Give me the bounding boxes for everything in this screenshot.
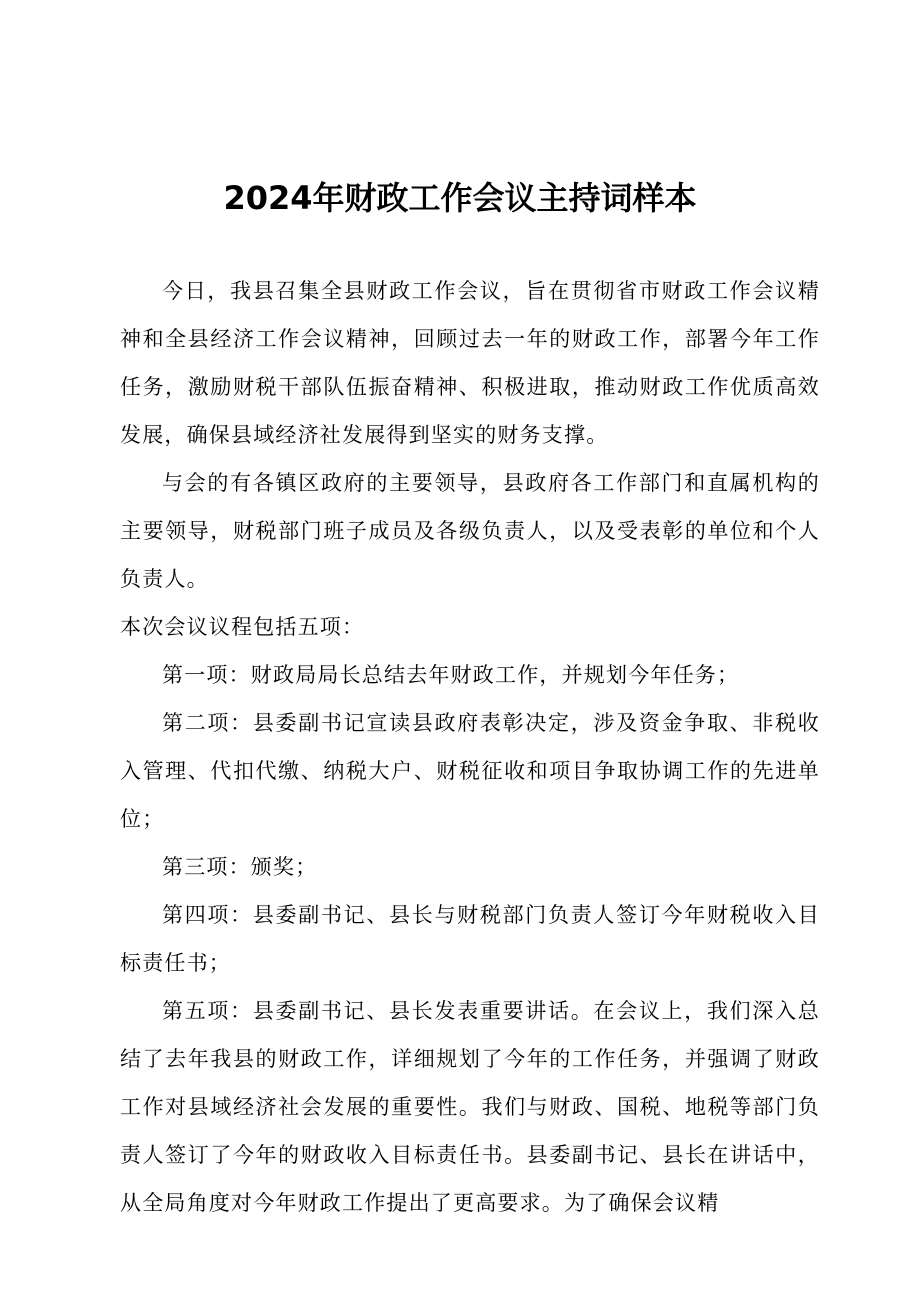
agenda-item-1: 第一项：财政局局长总结去年财政工作，并规划今年任务； [162,663,740,687]
agenda-item-5: 第五项：县委副书记、县长发表重要讲话。在会议上，我们深入总结了去年我县的财政工作，详细规划了今年的工作任务，并强调了财政工作对县域经济社会发展的重要性。我们与财政、国税、地税等部门负责人签订了今年的财政收入目标责任书。县委副书记、县长在讲话中，从全局角度对今年财政工作提出了更高要求。为了确保会议精 [120,999,820,1215]
document-body [120,267,820,1227]
paragraph-agenda-heading: 本次会议议程包括五项： [120,615,365,639]
agenda-item-2: 第二项：县委副书记宣读县政府表彰决定，涉及资金争取、非税收入管理、代扣代缴、纳税大户、财税征收和项目争取协调工作的先进单位； [120,711,820,831]
agenda-item-3: 第三项：颁奖； [162,855,318,879]
paragraph-attendees: 与会的有各镇区政府的主要领导，县政府各工作部门和直属机构的主要领导，财税部门班子成员及各级负责人，以及受表彰的单位和个人负责人。 [120,471,820,591]
document-title: 2024年财政工作会议主持词样本 [223,179,697,217]
paragraph-intro: 今日，我县召集全县财政工作会议，旨在贯彻省市财政工作会议精神和全县经济工作会议精神，回顾过去一年的财政工作，部署今年工作任务，激励财税干部队伍振奋精神、积极进取，推动财政工作优质高效发展，确保县域经济社发展得到坚实的财务支撑。 [120,279,820,447]
agenda-item-4: 第四项：县委副书记、县长与财税部门负责人签订今年财税收入目标责任书； [120,903,820,975]
